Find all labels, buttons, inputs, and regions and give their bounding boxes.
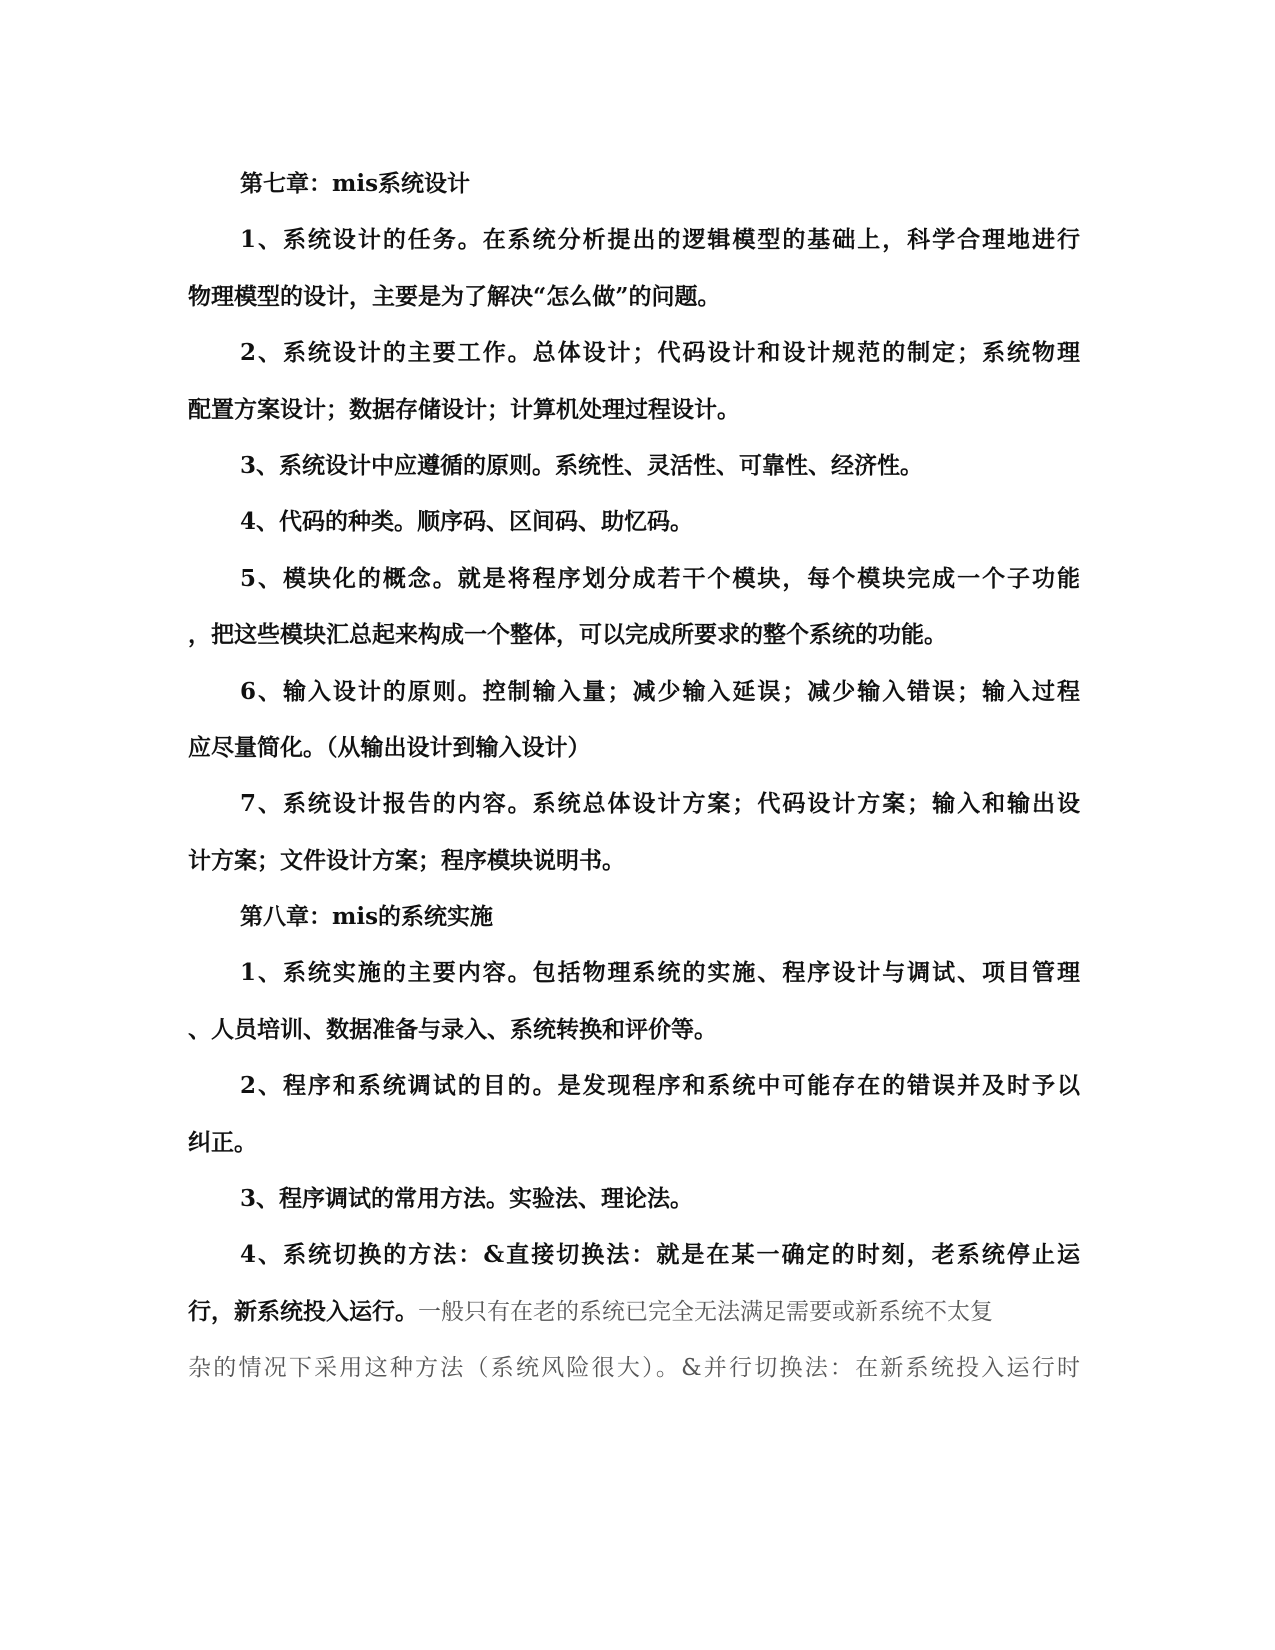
paragraph-line: 6、输入设计的原则。控制输入量；减少输入延误；减少输入错误；输入过程 [240, 678, 1080, 705]
paragraph-line: 、人员培训、数据准备与录入、系统转换和评价等。 [188, 1016, 717, 1043]
paragraph-line: 杂的情况下采用这种方法（系统风险很大）。&并行切换法：在新系统投入运行时 [188, 1355, 1080, 1381]
light-text-run: 一般只有在老的系统已完全无法满足需要或新系统不太复 [418, 1299, 993, 1325]
paragraph-line: 计方案；文件设计方案；程序模块说明书。 [188, 847, 625, 874]
paragraph-line: 2、程序和系统调试的目的。是发现程序和系统中可能存在的错误并及时予以 [240, 1072, 1080, 1099]
paragraph-line: 应尽量简化。（从输出设计到输入设计） [188, 734, 591, 761]
paragraph-line: ，把这些模块汇总起来构成一个整体，可以完成所要求的整个系统的功能。 [188, 621, 947, 648]
paragraph-line: 配置方案设计；数据存储设计；计算机处理过程设计。 [188, 396, 740, 423]
chapter-heading: 第八章：mis的系统实施 [240, 903, 494, 930]
paragraph-line: 4、代码的种类。顺序码、区间码、助忆码。 [240, 508, 694, 535]
paragraph-line: 纠正。 [188, 1129, 257, 1156]
paragraph-line: 5、模块化的概念。就是将程序划分成若干个模块，每个模块完成一个子功能 [240, 565, 1080, 592]
paragraph-line: 3、系统设计中应遵循的原则。系统性、灵活性、可靠性、经济性。 [240, 452, 924, 479]
paragraph-line [0, 1290, 1080, 1334]
bold-text-run: 行，新系统投入运行。 [188, 1298, 418, 1325]
paragraph-line: 物理模型的设计，主要是为了解决“怎么做”的问题。 [188, 283, 721, 310]
paragraph-line: 7、系统设计报告的内容。系统总体设计方案；代码设计方案；输入和输出设 [240, 790, 1080, 817]
paragraph-line: 4、系统切换的方法：&直接切换法：就是在某一确定的时刻，老系统停止运 [240, 1241, 1080, 1268]
paragraph-line: 2、系统设计的主要工作。总体设计；代码设计和设计规范的制定；系统物理 [240, 339, 1080, 366]
paragraph-line: 1、系统实施的主要内容。包括物理系统的实施、程序设计与调试、项目管理 [240, 959, 1080, 986]
chapter-heading: 第七章：mis系统设计 [240, 170, 471, 197]
paragraph-line: 3、程序调试的常用方法。实验法、理论法。 [240, 1185, 694, 1212]
paragraph-line: 1、系统设计的任务。在系统分析提出的逻辑模型的基础上，科学合理地进行 [240, 226, 1080, 253]
